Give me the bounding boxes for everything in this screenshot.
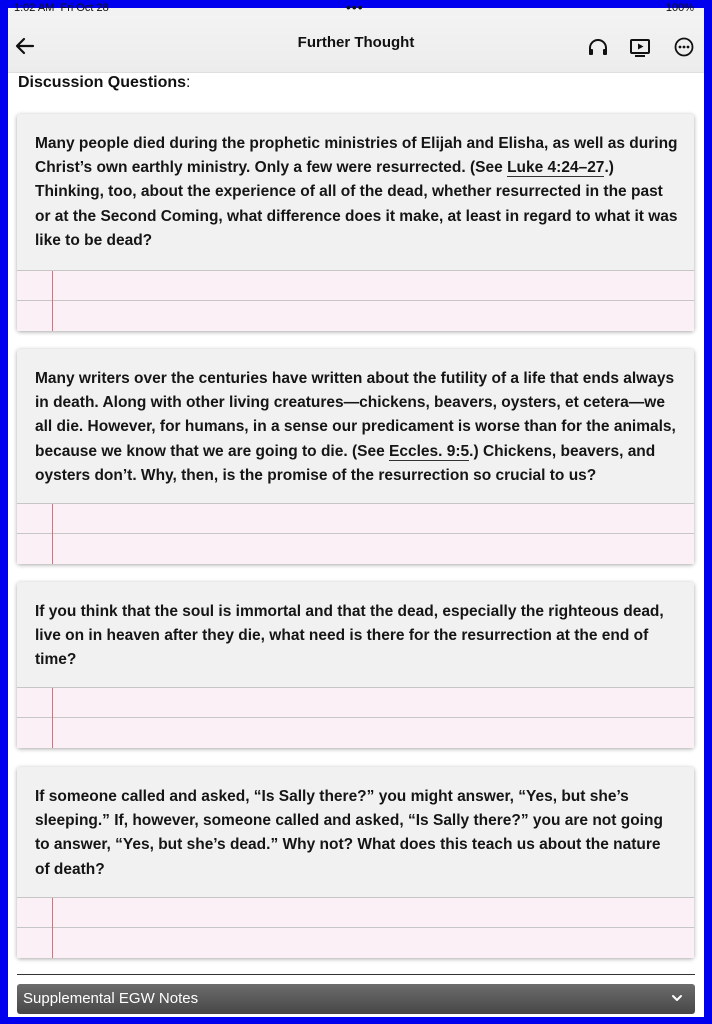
play-video-icon — [628, 36, 652, 58]
discussion-questions-heading: Discussion Questions: — [18, 74, 191, 91]
answer-notes-area-1[interactable] — [17, 270, 694, 331]
supplemental-egw-notes-label: Supplemental EGW Notes — [23, 990, 199, 1007]
app-window — [8, 0, 704, 1017]
chevron-down-icon — [671, 993, 683, 1003]
status-bar — [8, 0, 704, 16]
question-card-4 — [17, 767, 694, 958]
scripture-link-luke[interactable]: Luke 4:24–27 — [507, 159, 605, 177]
video-button[interactable] — [628, 36, 652, 58]
multitask-dots[interactable]: ••• — [346, 0, 364, 15]
page-title: Further Thought — [297, 34, 415, 51]
answer-notes-area-4[interactable] — [17, 897, 694, 958]
headphones-icon — [586, 36, 610, 58]
status-time-date: 1:02 AM Fri Oct 28 — [14, 2, 109, 14]
more-options-button[interactable] — [672, 36, 696, 58]
divider — [17, 974, 695, 975]
supplemental-egw-notes-dropdown[interactable] — [17, 984, 695, 1014]
nav-bar — [8, 16, 704, 73]
question-text-4: If someone called and asked, “Is Sally there?” you might answer, “Yes, but she’s sleeping.” If, however, someone called and asked, “Is Sally there?” you are not going to answer, “Yes, but she’s dead.” Why not? What does this teach us about the nature of death? — [35, 788, 663, 878]
more-options-icon — [672, 36, 696, 58]
audio-button[interactable] — [586, 36, 610, 58]
scripture-link-eccles[interactable]: Eccles. 9:5 — [389, 442, 470, 460]
question-card-2 — [17, 349, 694, 564]
answer-notes-area-3[interactable] — [17, 687, 694, 748]
question-text-2: Many writers over the centuries have written about the futility of a life that ends always in death. Along with other living creatures—chickens, beavers, oysters, et cetera—we all die. However, for humans, in a sense our predicament is worse than for the animals, because we know that we are going to die. (See Eccles. 9:5.) Chickens, beavers, and oysters don’t. Why, then, is the promise of the resurrection so crucial to us? — [35, 370, 676, 484]
answer-notes-area-2[interactable] — [17, 503, 694, 564]
battery-status: 100% — [665, 2, 694, 14]
question-text-1: Many people died during the prophetic ministries of Elijah and Elisha, as well as during Christ’s own earthly ministry. Only a few were resurrected. (See Luke 4:24–27.) Thinking, too, about the experience of all of the dead, whether resurrected in the past or at the Second Coming, what difference does it make, at least in regard to what it was like to be dead? — [35, 135, 678, 249]
question-card-1 — [17, 114, 694, 331]
question-text-3: If you think that the soul is immortal and that the dead, especially the righteous dead, live on in heaven after they die, what need is there for the resurrection at the end of time? — [35, 603, 664, 669]
question-card-3 — [17, 582, 694, 748]
